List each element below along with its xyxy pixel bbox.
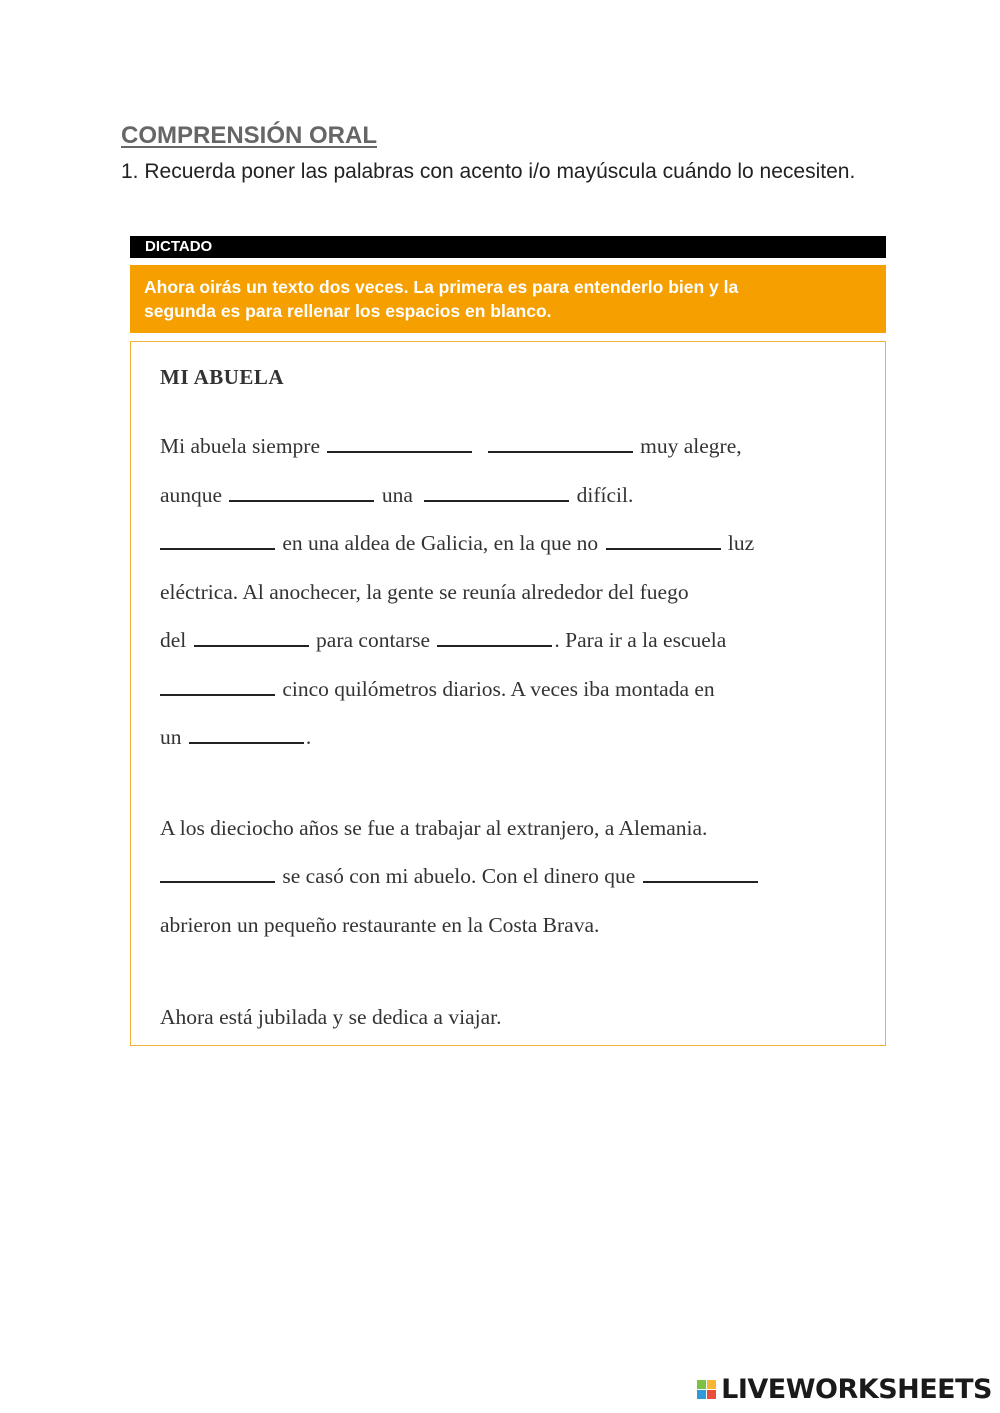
story-line bbox=[160, 804, 860, 853]
story-text-segment: luz bbox=[727, 531, 755, 555]
dictado-label-bar bbox=[130, 236, 886, 258]
exercise-instruction-line: Ahora oirás un texto dos veces. La primera es para entenderlo bien y la bbox=[144, 277, 739, 297]
blank-7[interactable] bbox=[194, 625, 309, 647]
logo-square bbox=[707, 1390, 716, 1399]
story-text bbox=[160, 362, 860, 1042]
story-line bbox=[160, 852, 860, 901]
story-text-segment: muy alegre, bbox=[640, 434, 742, 458]
story-text-segment: en una aldea de Galicia, en la que no bbox=[282, 531, 599, 555]
story-title: MI ABUELA bbox=[160, 365, 285, 389]
logo-square bbox=[697, 1380, 706, 1389]
story-line bbox=[160, 993, 860, 1042]
story-text-segment: aunque bbox=[160, 482, 223, 507]
blank-9[interactable] bbox=[160, 674, 275, 696]
story-text-segment: A los dieciocho años se fue a trabajar al extranjero, a Alemania. bbox=[160, 815, 708, 840]
logo-square bbox=[707, 1380, 716, 1389]
brand-name: LIVEWORKSHEETS bbox=[721, 1374, 992, 1405]
story-text-segment: eléctrica. Al anochecer, la gente se reunía alrededor del fuego bbox=[160, 579, 689, 604]
story-line bbox=[160, 713, 860, 762]
story-line bbox=[160, 519, 860, 568]
dictado-label: DICTADO bbox=[145, 238, 213, 255]
story-line bbox=[160, 616, 860, 665]
blank-1[interactable] bbox=[327, 431, 472, 453]
story-text-segment: del bbox=[160, 628, 187, 652]
story-line bbox=[160, 422, 860, 471]
liveworksheets-brand[interactable] bbox=[697, 1374, 992, 1405]
story-line bbox=[160, 665, 860, 714]
page-title: COMPRENSIÓN ORAL bbox=[121, 122, 378, 149]
story-text-segment: . Para ir a la escuela bbox=[554, 628, 727, 652]
story-text-segment: una bbox=[381, 482, 413, 507]
blank-11[interactable] bbox=[160, 861, 275, 883]
story-text-segment: difícil. bbox=[576, 482, 634, 507]
liveworksheets-logo-icon bbox=[697, 1380, 716, 1399]
story-text-segment: se casó con mi abuelo. Con el dinero que bbox=[282, 864, 636, 888]
story-text-segment: cinco quilómetros diarios. A veces iba montada en bbox=[282, 676, 715, 701]
blank-8[interactable] bbox=[437, 625, 552, 647]
paragraph-gap bbox=[160, 949, 860, 993]
blank-2[interactable] bbox=[488, 431, 633, 453]
story-text-segment: un bbox=[160, 725, 182, 749]
story-line bbox=[160, 471, 860, 520]
story-text-segment: Mi abuela siempre bbox=[160, 434, 321, 458]
blank-3[interactable] bbox=[229, 480, 374, 502]
story-text-segment: . bbox=[305, 725, 312, 749]
blank-12[interactable] bbox=[643, 861, 758, 883]
blank-10[interactable] bbox=[189, 722, 304, 744]
blank-6[interactable] bbox=[606, 528, 721, 550]
blank-4[interactable] bbox=[424, 480, 569, 502]
story-box bbox=[130, 341, 886, 1046]
story-line bbox=[160, 568, 860, 617]
paragraph-gap bbox=[160, 762, 860, 804]
story-line bbox=[160, 901, 860, 950]
exercise-instruction-line: segunda es para rellenar los espacios en blanco. bbox=[144, 301, 552, 321]
instruction-text: 1. Recuerda poner las palabras con acento i/o mayúscula cuándo lo necesiten. bbox=[121, 160, 856, 183]
story-text-segment: Ahora está jubilada y se dedica a viajar. bbox=[160, 1005, 502, 1029]
story-text-segment: para contarse bbox=[316, 628, 431, 652]
story-text-segment: abrieron un pequeño restaurante en la Costa Brava. bbox=[160, 912, 600, 937]
blank-5[interactable] bbox=[160, 528, 275, 550]
exercise-instruction-box bbox=[130, 265, 886, 333]
logo-square bbox=[697, 1390, 706, 1399]
